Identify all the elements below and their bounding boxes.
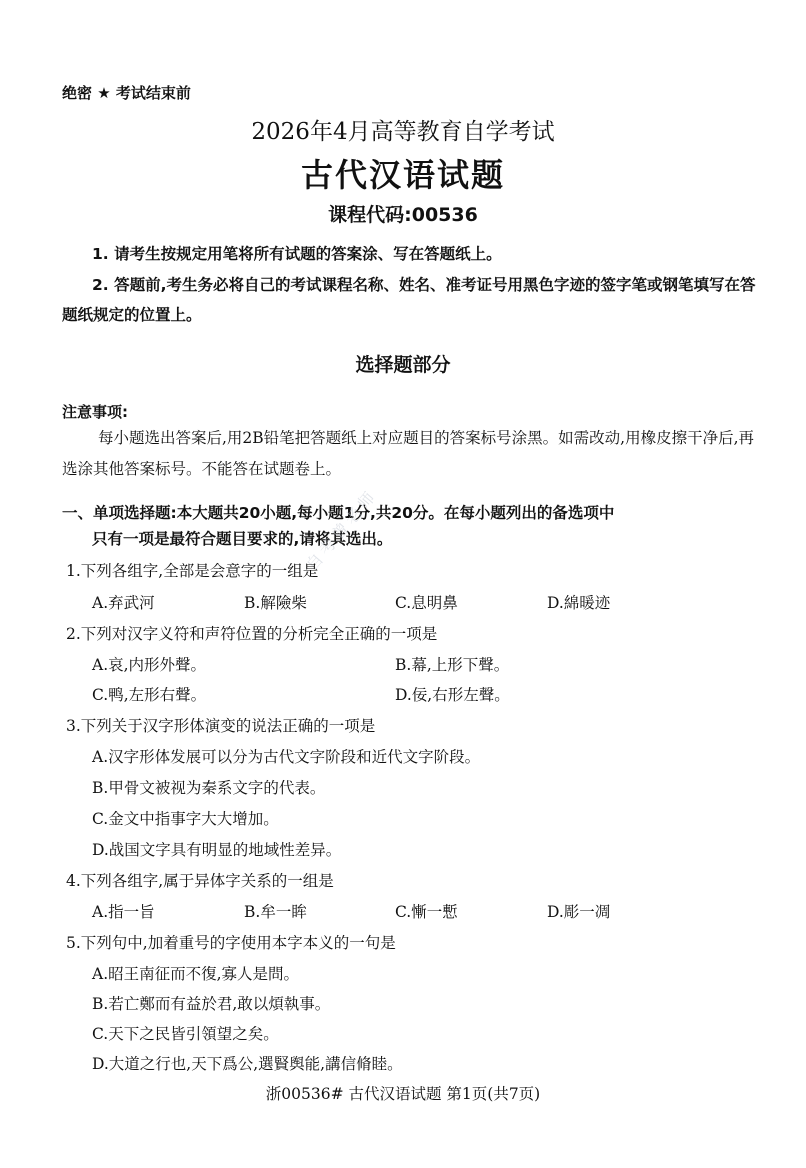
option: B.若亡鄭而有益於君,敢以煩執事。: [92, 995, 331, 1013]
option: A.昭王南征而不復,寡人是問。: [92, 965, 300, 983]
notice-body: 每小题选出答案后,用2B铅笔把答题纸上对应题目的答案标号涂黑。如需改动,用橡皮擦干净后,再选涂其他答案标号。不能答在试题卷上。: [62, 429, 755, 478]
part-one-heading: [62, 500, 762, 552]
watermark: 自考曾老师: [302, 485, 382, 575]
question-stem: 3.下列关于汉字形体演变的说法正确的一项是: [66, 717, 376, 735]
option: D.佞,右形左聲。: [395, 686, 510, 704]
option: B.甲骨文被视为秦系文字的代表。: [92, 779, 326, 797]
option: A.指一旨: [92, 903, 155, 921]
option: A.汉字形体发展可以分为古代文字阶段和近代文字阶段。: [92, 748, 481, 766]
instruction-1: 1. 请考生按规定用笔将所有试题的答案涂、写在答题纸上。: [92, 245, 502, 263]
course-code: 课程代码:00536: [328, 204, 478, 226]
option: C.慚一慙: [395, 903, 458, 921]
option: B.牟一眸: [244, 903, 307, 921]
part-one-line1: 一、单项选择题:本大题共20小题,每小题1分,共20分。在每小题列出的备选项中: [62, 504, 615, 522]
exam-subtitle: 2026年4月高等教育自学考试: [251, 119, 555, 145]
option: C.鸭,左形右聲。: [92, 686, 207, 704]
question-stem: 4.下列各组字,属于异体字关系的一组是: [66, 872, 334, 890]
option: D.綿暖迹: [547, 594, 611, 612]
option: C.天下之民皆引領望之矣。: [92, 1025, 279, 1043]
question-stem: 1.下列各组字,全部是会意字的一组是: [66, 562, 319, 580]
option: C.金文中指事字大大增加。: [92, 810, 279, 828]
section-title: 选择题部分: [355, 354, 451, 376]
part-one-line2: 只有一项是最符合题目要求的,请将其选出。: [92, 530, 393, 548]
option: D.战国文字具有明显的地域性差异。: [92, 841, 342, 859]
page-title: 古代汉语试题: [300, 156, 505, 194]
question-stem: 2.下列对汉字义符和声符位置的分析完全正确的一项是: [66, 625, 438, 643]
question-stem: 5.下列句中,加着重号的字使用本字本义的一句是: [66, 934, 396, 952]
option: D.彫一凋: [547, 903, 611, 921]
option: A.哀,内形外聲。: [92, 656, 207, 674]
option: B.解險柴: [244, 594, 307, 612]
notice-title: 注意事项:: [62, 403, 128, 421]
option: B.幕,上形下聲。: [395, 656, 510, 674]
option: D.大道之行也,天下爲公,選賢舆能,講信脩睦。: [92, 1055, 403, 1073]
page-footer: 浙00536# 古代汉语试题 第1页(共7页): [265, 1085, 541, 1103]
option: A.弃武河: [92, 594, 155, 612]
instruction-2: 2. 答题前,考生务必将自己的考试课程名称、姓名、准考证号用黑色字迹的签字笔或钢笔填写在答题纸规定的位置上。: [62, 276, 756, 324]
confidential-mark: 绝密 ★ 考试结束前: [62, 84, 191, 102]
option: C.息明鼻: [395, 594, 458, 612]
